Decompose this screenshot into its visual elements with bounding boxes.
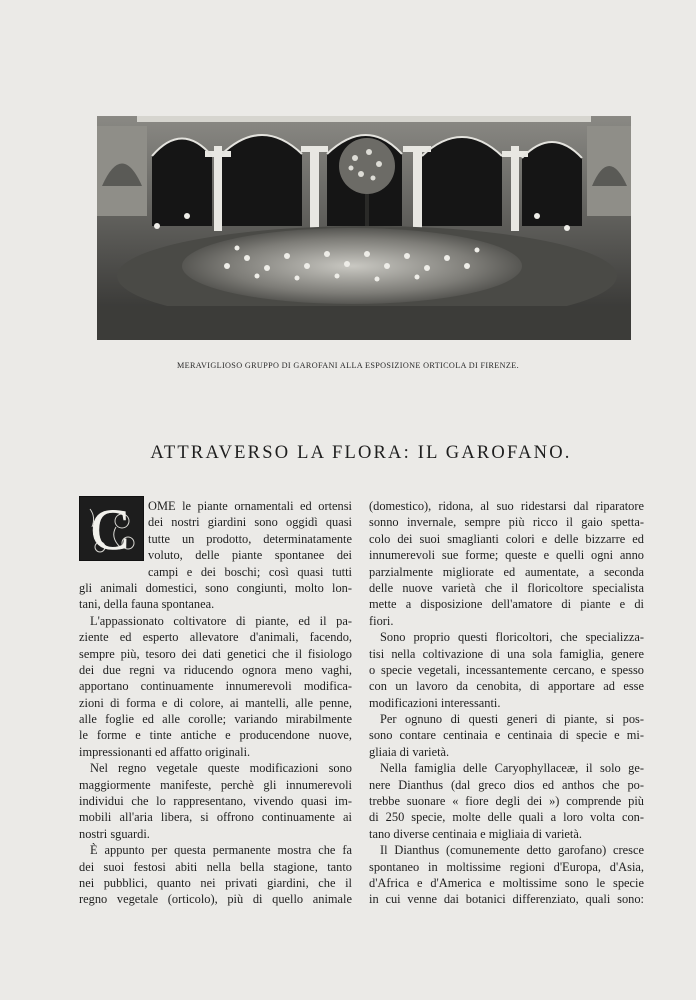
text-line: dei due regni va riducendo ognora meno vaghi, bbox=[79, 662, 352, 677]
text-line: nei pubblici, quanto nei privati giardini, che il bbox=[79, 875, 352, 890]
text-line: apportano continuamente innumerevoli modifica- bbox=[79, 679, 352, 694]
text-line: trebbe suonare « fiore degli dei ») comprende più bbox=[369, 794, 644, 809]
text-line: Il Dianthus (comunemente detto garofano) cresce bbox=[380, 843, 644, 858]
article-title: ATTRAVERSO LA FLORA: IL GAROFANO. bbox=[150, 443, 572, 463]
drop-cap-letter: C bbox=[90, 497, 130, 562]
text-line: tano diverse centinaia e migliaia di varietà. bbox=[369, 826, 582, 841]
text-line: modificazioni interessanti. bbox=[369, 695, 501, 710]
text-line: zioni di forma e di colore, ai mantelli, alle penne, bbox=[79, 695, 352, 710]
text-line: nostri sguardi. bbox=[79, 826, 150, 841]
text-line: L'appassionato coltivatore di piante, ed il pa- bbox=[90, 613, 352, 628]
text-line: alle foglie ed alle corolle; variando mirabilmente bbox=[79, 712, 352, 727]
text-line: in cui venne dai botanici differenziato, quali sono: bbox=[369, 892, 644, 907]
text-line: sono contare centinaia e centinaia di specie e mi- bbox=[369, 728, 644, 743]
text-line: Nel regno vegetale queste modificazioni sono bbox=[90, 761, 352, 776]
text-line: mette a disposizione dell'amatore di piante e di bbox=[369, 597, 644, 612]
text-line: fiori. bbox=[369, 613, 394, 628]
garden-photo bbox=[97, 116, 631, 340]
text-line: sonno invernale, sempre più ricco il gaio spetta- bbox=[369, 515, 644, 530]
text-line: le forme e tinte antiche e producendone nuove, bbox=[79, 728, 352, 743]
left-column bbox=[79, 498, 352, 908]
right-column bbox=[369, 498, 644, 908]
text-line: dei nostri giardini sono oggidì quasi bbox=[148, 515, 352, 530]
text-line: mobili all'aria libera, si offrono continuamente ai bbox=[79, 810, 352, 825]
text-line: Sono proprio questi floricoltori, che specializza- bbox=[380, 630, 644, 645]
text-line: innumerevoli sue forme; queste e quelli ogni anno bbox=[369, 548, 644, 563]
text-line: Per ognuno di questi generi di piante, si pos- bbox=[380, 712, 644, 727]
text-line: o specie vegetali, incessantemente cercano, e spesso bbox=[369, 662, 644, 677]
text-line: regno vegetale (orticolo), più di quello animale bbox=[79, 892, 352, 907]
text-line: tutte un prodotto, determinatamente bbox=[148, 531, 352, 546]
text-line: voluto, delle piante spontanee dei bbox=[148, 548, 352, 563]
text-line: ziente ed esperto allevatore d'animali, facendo, bbox=[79, 630, 352, 645]
text-line: OME le piante ornamentali ed ortensi bbox=[148, 499, 352, 513]
text-line: individui che lo rappresentano, vivendo quasi im- bbox=[79, 794, 352, 809]
text-line: Nella famiglia delle Caryophyllaceæ, il solo ge- bbox=[380, 761, 644, 776]
text-line: gliaia di varietà. bbox=[369, 744, 450, 759]
text-line: impressionanti ed affatto originali. bbox=[79, 744, 251, 759]
text-line: delle nuove varietà che il floricoltore specialista bbox=[369, 580, 644, 595]
text-line: sempre più, tesoro dei dati genetici che il fisiologo bbox=[79, 646, 352, 661]
text-line: tani, della fauna spontanea. bbox=[79, 597, 215, 612]
text-line: tisi nella coltivazione di una sola famiglia, genere bbox=[369, 646, 644, 661]
text-line: dei suoi festosi abiti nella bella stagione, tanto bbox=[79, 859, 352, 874]
text-line: spontaneo in moltissime regioni d'Europa, d'Asia, bbox=[369, 859, 644, 874]
photo-caption: MERAVIGLIOSO GRUPPO DI GAROFANI ALLA ESPOSIZIONE ORTICOLA DI FIRENZE. bbox=[177, 361, 519, 370]
text-line: campi e dei boschi; così quasi tutti bbox=[148, 564, 352, 579]
text-line: È appunto per questa permanente mostra che fa bbox=[90, 843, 352, 858]
text-line: maggiormente manifeste, perchè gli innumerevoli bbox=[79, 777, 352, 792]
text-line: d'Africa e d'America e moltissime sono le specie bbox=[369, 875, 644, 890]
text-line: gli animali domestici, sono congiunti, molto lon- bbox=[79, 580, 352, 595]
text-line: (domestico), ridona, al suo ridestarsi dal riparatore bbox=[369, 499, 644, 513]
text-line: colo dei suoi smaglianti colori e delle bizzarre ed bbox=[369, 531, 644, 546]
text-line: di 250 specie, molte delle quali a loro volta con- bbox=[369, 810, 644, 825]
text-line: con un lavoro da cenobita, di apportare ad esse bbox=[369, 679, 644, 694]
text-line: parzialmente migliorate ed aumentate, a seconda bbox=[369, 564, 644, 579]
text-line: nere Dianthus (dal greco dios ed anthos che po- bbox=[369, 777, 644, 792]
